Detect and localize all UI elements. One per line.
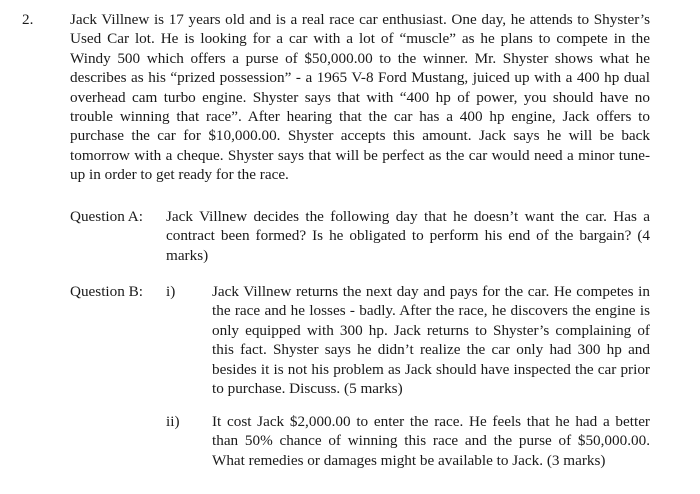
question-b-label: Question B: [70, 283, 143, 300]
question-intro-paragraph: Jack Villnew is 17 years old and is a real race car enthusiast. One day, he attends to Shyster’s Used Car lot. He is looking for a car with a lot of “muscle” as he plans to compete in the Windy 500 which offers a purse of $50,000.00 to the winner. Mr. Shyster shows what he describes as his “prized possession” - a 1965 V-8 Ford Mustang, juiced up with a 400 hp dual overhead cam turbo engine. Shyster says that with “400 hp of power, you should have no trouble winning that race”. After hearing that the car has a 400 hp engine, Jack offers to purchase the car for $10,000.00. Shyster accepts this amount. Jack says he will be back tomorrow with a cheque. Shyster says that will be perfect as the car would need a minor tune-up in order to get ready for the race. [70, 11, 650, 184]
question-a-text: Jack Villnew decides the following day that he doesn’t want the car. Has a contract been formed? Is he obligated to perform his end of the bargain? (4 marks) [166, 208, 650, 264]
question-number: 2. [22, 11, 34, 28]
question-b-part-ii-numeral: ii) [166, 413, 180, 430]
question-b-part-i-text: Jack Villnew returns the next day and pays for the car. He competes in the race and he losses - badly. After the race, he discovers the engine is only equipped with 300 hp. Jack returns to Shyster’s complaining of this fact. Shyster says he didn’t realize the car only had 300 hp and besides it is not his problem as Jack should have inspected the car prior to purchase. Discuss. (5 marks) [212, 283, 650, 398]
question-a-label: Question A: [70, 208, 143, 225]
question-b-part-ii-text: It cost Jack $2,000.00 to enter the race. He feels that he had a better than 50% chance of winning this race and the purse of $50,000.00. What remedies or damages might be available to Jack. (3 marks) [212, 413, 650, 469]
question-b-part-i-numeral: i) [166, 283, 176, 300]
